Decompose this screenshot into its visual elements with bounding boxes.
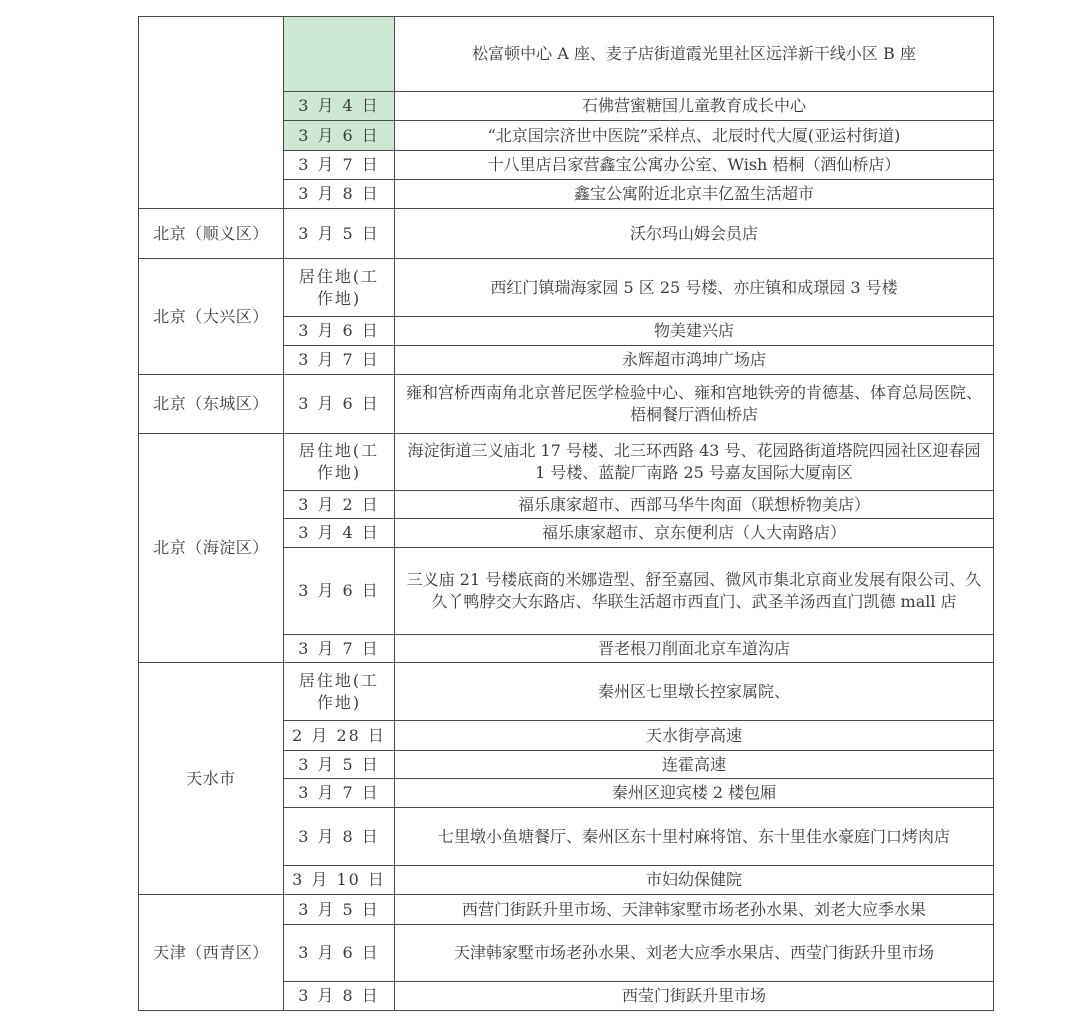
date-cell: 2 月 28 日 xyxy=(284,721,395,751)
region-cell: 北京（顺义区） xyxy=(139,209,284,259)
places-cell: 西莹门街跃升里市场 xyxy=(395,982,994,1011)
table-row xyxy=(139,375,994,434)
region-cell: 北京（大兴区） xyxy=(139,259,284,375)
table-row xyxy=(139,663,994,721)
region-cell: 北京（东城区） xyxy=(139,375,284,434)
places-cell: 鑫宝公寓附近北京丰亿盈生活超市 xyxy=(395,180,994,209)
places-cell: 西营门街跃升里市场、天津韩家墅市场老孙水果、刘老大应季水果 xyxy=(395,895,994,925)
date-cell: 3 月 5 日 xyxy=(284,751,395,779)
region-cell: 天津（西青区） xyxy=(139,895,284,1011)
places-cell: 七里墩小鱼塘餐厅、秦州区东十里村麻将馆、东十里佳水豪庭门口烤肉店 xyxy=(395,808,994,866)
date-cell: 3 月 7 日 xyxy=(284,151,395,180)
date-cell: 3 月 4 日 xyxy=(284,519,395,548)
places-cell: 晋老根刀削面北京车道沟店 xyxy=(395,635,994,663)
date-cell: 3 月 7 日 xyxy=(284,635,395,663)
places-cell: 秦州区七里墩长控家属院、 xyxy=(395,663,994,721)
date-cell: 3 月 5 日 xyxy=(284,895,395,925)
date-cell: 3 月 7 日 xyxy=(284,779,395,808)
region-cell xyxy=(139,17,284,209)
date-cell: 3 月 8 日 xyxy=(284,982,395,1011)
places-cell: 秦州区迎宾楼 2 楼包厢 xyxy=(395,779,994,808)
places-cell: 松富顿中心 A 座、麦子店街道霞光里社区远洋新干线小区 B 座 xyxy=(395,17,994,92)
table-row xyxy=(139,17,994,92)
region-cell: 天水市 xyxy=(139,663,284,895)
places-cell: 石佛营蜜糖国儿童教育成长中心 xyxy=(395,92,994,121)
date-cell: 3 月 8 日 xyxy=(284,180,395,209)
date-cell: 居住地(工作地) xyxy=(284,434,395,491)
trace-locations-table xyxy=(138,16,994,1011)
places-cell: 福乐康家超市、京东便利店（人大南路店） xyxy=(395,519,994,548)
date-cell: 3 月 6 日 xyxy=(284,375,395,434)
table-row xyxy=(139,434,994,491)
date-cell: 3 月 7 日 xyxy=(284,346,395,375)
places-cell: 西红门镇瑞海家园 5 区 25 号楼、亦庄镇和成璟园 3 号楼 xyxy=(395,259,994,317)
date-cell: 3 月 6 日 xyxy=(284,121,395,151)
date-cell: 3 月 6 日 xyxy=(284,925,395,982)
places-cell: 连霍高速 xyxy=(395,751,994,779)
places-cell: 市妇幼保健院 xyxy=(395,866,994,895)
table-row xyxy=(139,209,994,259)
places-cell: 三义庙 21 号楼底商的米娜造型、舒至嘉园、微风市集北京商业发展有限公司、久久丫鸭脖交大东路店、华联生活超市西直门、武圣羊汤西直门凯德 mall 店 xyxy=(395,548,994,635)
date-cell: 3 月 10 日 xyxy=(284,866,395,895)
places-cell: 福乐康家超市、西部马华牛肉面（联想桥物美店） xyxy=(395,491,994,519)
places-cell: 物美建兴店 xyxy=(395,317,994,346)
date-cell: 3 月 4 日 xyxy=(284,92,395,121)
date-cell: 3 月 2 日 xyxy=(284,491,395,519)
date-cell xyxy=(284,17,395,92)
places-cell: “北京国宗济世中医院”采样点、北辰时代大厦(亚运村街道) xyxy=(395,121,994,151)
date-cell: 居住地(工作地) xyxy=(284,663,395,721)
date-cell: 3 月 6 日 xyxy=(284,317,395,346)
table-row xyxy=(139,895,994,925)
places-cell: 天津韩家墅市场老孙水果、刘老大应季水果店、西莹门街跃升里市场 xyxy=(395,925,994,982)
places-cell: 沃尔玛山姆会员店 xyxy=(395,209,994,259)
places-cell: 雍和宫桥西南角北京普尼医学检验中心、雍和宫地铁旁的肯德基、体育总局医院、梧桐餐厅酒仙桥店 xyxy=(395,375,994,434)
places-cell: 海淀街道三义庙北 17 号楼、北三环西路 43 号、花园路街道塔院四园社区迎春园 1 号楼、蓝靛厂南路 25 号嘉友国际大厦南区 xyxy=(395,434,994,491)
places-cell: 十八里店吕家营鑫宝公寓办公室、Wish 梧桐（酒仙桥店） xyxy=(395,151,994,180)
places-cell: 永辉超市鸿坤广场店 xyxy=(395,346,994,375)
table-row xyxy=(139,259,994,317)
places-cell: 天水街亭高速 xyxy=(395,721,994,751)
date-cell: 3 月 6 日 xyxy=(284,548,395,635)
region-cell: 北京（海淀区） xyxy=(139,434,284,663)
date-cell: 3 月 5 日 xyxy=(284,209,395,259)
date-cell: 居住地(工作地) xyxy=(284,259,395,317)
table-body xyxy=(139,17,994,1011)
date-cell: 3 月 8 日 xyxy=(284,808,395,866)
